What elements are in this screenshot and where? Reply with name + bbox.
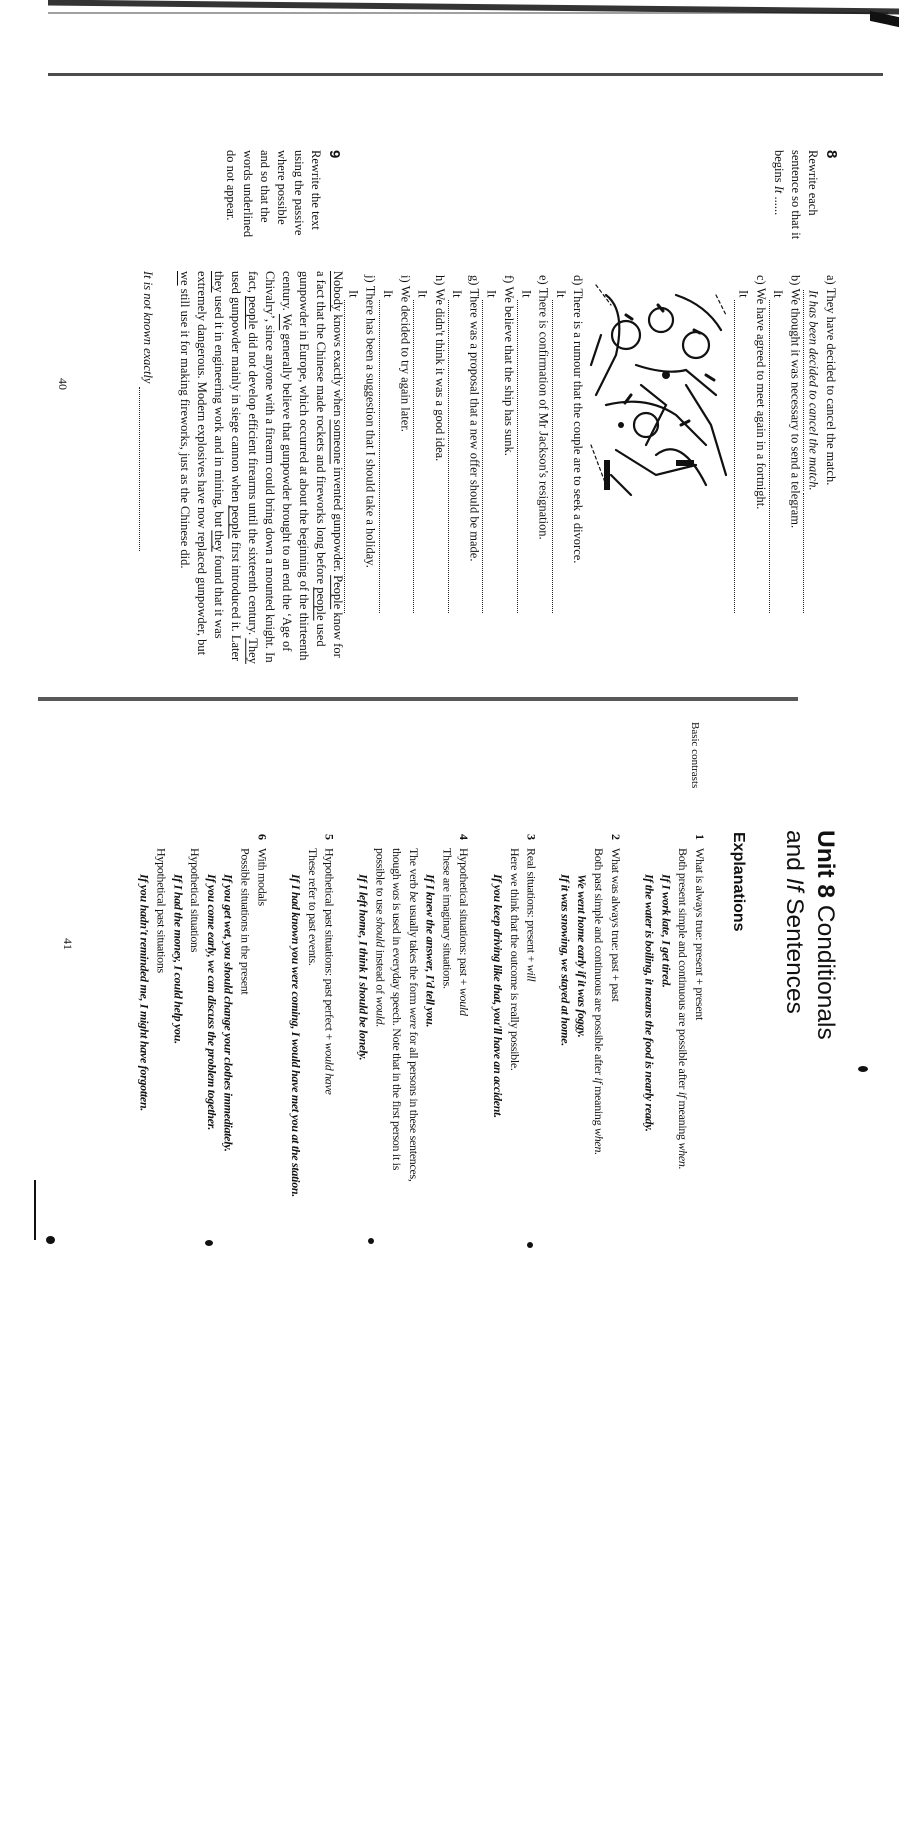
margin-note: Basic contrasts: [689, 722, 701, 789]
example-sentence: [220, 848, 237, 1197]
text-run: Nobody: [331, 271, 345, 312]
text-run: If you keep driving like that, you'll have an accident.: [491, 874, 506, 1118]
exercise-item-sentence: [569, 275, 586, 615]
text-run: What was always true: past + past: [608, 848, 623, 1002]
answer-line[interactable]: [139, 271, 156, 551]
answer-text: It: [484, 290, 499, 298]
explanation-heading: [253, 834, 270, 1197]
item-text: There is confirmation of Mr Jackson's resignation.: [536, 287, 551, 540]
text-run: We went home early if it was foggy.: [575, 874, 590, 1038]
answer-line[interactable]: [734, 275, 751, 615]
text-run: instead of: [373, 947, 388, 997]
answer-text: It: [771, 290, 786, 298]
text-run: With modals: [255, 848, 270, 906]
item-text: There has been a suggestion that I should take a holiday.: [363, 285, 378, 568]
cartoon-illustration: [586, 275, 734, 500]
text-run: If I left home, I think I should be lonely.: [356, 874, 371, 1061]
item-number: 3: [524, 834, 539, 840]
item-text: There was a proposal that a new offer should be made.: [467, 288, 482, 562]
answer-text: It: [346, 290, 361, 298]
text-run: It: [772, 185, 786, 194]
text-run: a fact that the Chinese made rockets and fireworks long before: [314, 271, 328, 588]
text-run: meaning: [676, 1097, 691, 1143]
text-run: extremely dangerous. Modern explosives have now replaced gunpowder, but: [195, 271, 209, 656]
text-run: fact,: [246, 271, 260, 296]
text-run: be: [406, 891, 421, 903]
explanation-heading: [691, 834, 708, 1197]
explanation-text: [388, 848, 405, 1197]
scan-blob: [46, 1236, 55, 1244]
exercise-item-sentence: [786, 275, 803, 615]
text-run: Hypothetical situations: past +: [457, 848, 472, 988]
explanation-text: [590, 848, 607, 1197]
instruction-line: words underlined: [241, 150, 255, 238]
item-text: They have decided to cancel the match.: [824, 287, 838, 486]
exercise-item-sentence: [534, 275, 551, 615]
text-run: If I work late, I get tired.: [659, 874, 674, 988]
page-number-left: 40: [56, 378, 70, 390]
text-run: Hypothetical past situations: past perfect +: [322, 848, 337, 1043]
explanation-text: [506, 848, 523, 1197]
example-sentence: [658, 848, 675, 1197]
explanation-text: [304, 848, 321, 1197]
instruction-line: [804, 150, 821, 239]
exercise-9-passage: [139, 271, 346, 691]
text-run: The verb: [406, 848, 421, 892]
item-number: 2: [608, 834, 623, 840]
answer-line[interactable]: [344, 275, 361, 615]
text-run: people: [314, 587, 328, 621]
text-run: know for: [331, 609, 345, 658]
explanation-heading: [523, 834, 540, 1197]
item-label: g): [467, 275, 482, 289]
text-run: century.: [280, 271, 294, 314]
text-run: were: [406, 1007, 421, 1029]
explanation-text: [405, 848, 422, 1197]
text-run: for all persons in these sentences,: [406, 1028, 421, 1182]
answer-text: It: [519, 290, 534, 298]
answer-dots: [413, 300, 430, 613]
text-run: If the water is boiling, it means the food is nearly ready.: [642, 874, 657, 1132]
example-sentence: [355, 848, 372, 1197]
explanation-text: [371, 848, 388, 1197]
item-label: b): [788, 275, 803, 289]
scan-line-upper: [48, 73, 883, 76]
text-run: used: [314, 620, 328, 647]
answer-dots: [482, 300, 499, 613]
instruction-line: Rewrite the text: [309, 150, 323, 230]
text-run: used gunpowder mainly in siege cannon when: [229, 271, 243, 506]
item-text: We thought it was necessary to send a telegram.: [788, 288, 803, 529]
text-run: If I knew the answer, I'd tell you.: [423, 874, 438, 1028]
answer-dots: [734, 300, 751, 613]
text-run: If I had known you were coming, I would have met you at the station.: [289, 874, 304, 1197]
text-run: we: [178, 271, 192, 286]
item-label: f): [502, 275, 517, 287]
text-run: people: [246, 295, 260, 330]
scan-blob: [858, 1066, 868, 1072]
answer-dots: [344, 300, 361, 613]
passage-line: [261, 271, 278, 691]
text-run: What is always true: present + present: [693, 848, 707, 1020]
instruction-line: [787, 150, 804, 239]
exercise-item-sentence: [431, 275, 448, 615]
answer-line[interactable]: [448, 275, 465, 615]
explanation-heading: [321, 834, 338, 1197]
text-run: would.: [373, 996, 388, 1028]
answer-line[interactable]: [552, 275, 569, 615]
text-run: Rewrite each: [806, 150, 820, 216]
answer-dots: [769, 300, 786, 613]
passage-line: [312, 271, 329, 691]
exercise-8-number: 8: [823, 150, 840, 159]
text-run: found that it was: [212, 551, 226, 639]
explanation-heading: [607, 834, 624, 1197]
passage-line: [193, 271, 210, 691]
answer-line[interactable]: [413, 275, 430, 615]
item-label: d): [571, 275, 586, 289]
text-run: These refer to past events.: [305, 848, 320, 966]
unit-title: [779, 830, 841, 1040]
passage-line: [278, 271, 295, 691]
item-text: We have agreed to meet again in a fortnight.: [753, 287, 768, 510]
item-label: e): [536, 275, 551, 288]
text-run: possible to use: [373, 848, 388, 917]
answer-line[interactable]: [769, 275, 786, 615]
example-sentence: [422, 848, 439, 1197]
exercise-item-sentence: [752, 275, 769, 615]
passage-line: [295, 271, 312, 691]
answer-line[interactable]: [482, 275, 499, 615]
text-run: knows exactly when: [331, 311, 345, 420]
exercise-item-sentence: [822, 275, 839, 615]
item-number: 4: [457, 834, 472, 840]
item-number: 5: [322, 834, 337, 840]
item-text: There is a rumour that the couple are to seek a divorce.: [571, 288, 586, 564]
text-run: did not develop efficient firearms until the sixteenth century.: [246, 329, 260, 639]
title-text: Sentences: [781, 891, 808, 1014]
text-run: they: [212, 530, 226, 552]
item-label: c): [753, 275, 768, 288]
text-run: used it in engineering work and in mining, but: [212, 292, 226, 531]
text-run: would have: [322, 1042, 337, 1095]
text-run: Possible situations in the present: [238, 848, 253, 995]
example-sentence: [641, 848, 658, 1197]
explanation-text: [439, 848, 456, 1197]
exercise-9-instructions: [222, 150, 344, 237]
text-run: when.: [592, 1128, 607, 1155]
text-run: Hypothetical situations: [188, 848, 203, 953]
answer-line[interactable]: [379, 275, 396, 615]
text-run: first introduced it. Later: [229, 538, 243, 662]
passage-line: [210, 271, 227, 691]
answer-dots: [803, 493, 821, 613]
explanation-heading: [455, 834, 472, 1197]
text-run: begins: [772, 150, 786, 186]
instruction-line: using the passive: [292, 150, 306, 236]
answer-dots: [552, 300, 569, 613]
text-run: if: [676, 1091, 691, 1098]
answer-text: It has been decided to cancel the match.: [803, 290, 821, 491]
item-number: 6: [255, 834, 270, 840]
item-label: a): [824, 275, 838, 288]
page-number-right: 41: [61, 938, 75, 950]
exercise-item-sentence: [361, 275, 378, 615]
text-run: Both past simple and continuous are possible after: [592, 848, 607, 1078]
text-run: Hypothetical past situations: [154, 848, 169, 973]
text-run: They: [246, 638, 260, 664]
example-sentence: [136, 848, 153, 1197]
answer-dots: [517, 300, 534, 613]
answer-dots: [139, 387, 156, 551]
text-run: if: [592, 1077, 607, 1084]
item-label: j): [363, 275, 378, 286]
instruction-line: do not appear.: [224, 150, 238, 221]
explanation-item: [489, 834, 539, 1197]
instruction-line: where possible: [275, 150, 289, 225]
scan-blob: [527, 1242, 533, 1248]
page-divider: [38, 697, 798, 701]
passage-line: [244, 271, 261, 691]
answer-text: It: [450, 290, 465, 298]
item-text: We believe that the ship has sunk.: [502, 286, 517, 456]
item-label: h): [432, 275, 447, 289]
explanation-text: [237, 848, 254, 1197]
unit-label: Unit 8: [812, 830, 839, 899]
text-run: is used in everyday speech. Note that in the first person it is: [390, 900, 405, 1171]
example-sentence: [557, 848, 574, 1197]
scan-blob: [205, 1240, 213, 1246]
title-line-2: [779, 830, 810, 1040]
text-run: would: [457, 987, 472, 1016]
exercise-item-sentence: [465, 275, 482, 615]
text-run: If you come early, we can discuss the problem together.: [204, 874, 219, 1131]
exercise-8-instructions: [770, 150, 841, 239]
answer-dots: [448, 300, 465, 613]
instruction-line: [770, 150, 787, 239]
passage-line: [227, 271, 244, 691]
answer-line[interactable]: [517, 275, 534, 615]
text-run: they: [212, 271, 226, 293]
title-text: and: [781, 830, 808, 878]
item-label: i): [398, 275, 413, 286]
text-run: These are imaginary situations.: [440, 848, 455, 989]
text-run: usually takes the form: [406, 902, 421, 1008]
answer-start: It is not known exactly: [141, 271, 155, 384]
scan-blob: [368, 1238, 374, 1244]
text-run: gunpowder in Europe, which occurred at about the beginning of the thirteenth: [297, 271, 311, 661]
title-text: If: [781, 877, 808, 892]
item-text: We decided to try again later.: [398, 285, 413, 432]
illustration: [586, 275, 734, 500]
title-line-1: [810, 830, 841, 1040]
explanations-heading: Explanations: [730, 832, 747, 932]
text-run: If I had the money, I could help you.: [171, 874, 186, 1044]
text-run: when.: [676, 1142, 691, 1170]
text-run: invented gunpowder.: [331, 464, 345, 576]
explanation-text: [674, 848, 691, 1197]
passage-line: [176, 271, 193, 691]
text-run: Real situations: present +: [524, 848, 539, 965]
text-run: ......: [772, 193, 786, 216]
answer-text: It: [415, 290, 430, 298]
text-run: someone: [331, 419, 345, 465]
text-run: will: [524, 964, 539, 982]
text-run: people: [229, 505, 243, 539]
text-run: Here we think that the outcome is really possible.: [507, 848, 522, 1071]
instruction-line: and so that the: [258, 150, 272, 223]
explanations-list: [119, 834, 708, 1197]
explanation-text: [186, 848, 203, 1197]
item-text: We didn't think it was a good idea.: [432, 288, 447, 462]
answer-dots: [379, 300, 396, 613]
item-number: 1: [693, 834, 707, 840]
exercise-9-number: 9: [326, 150, 343, 159]
exercise-item-sentence: [396, 275, 413, 615]
example-sentence: [573, 848, 590, 1197]
text-run: still use it for making fireworks, just as the Chinese did.: [178, 285, 192, 569]
explanation-text: [153, 848, 170, 1197]
exercise-item-sentence: [500, 275, 517, 615]
example-sentence: [489, 848, 506, 1197]
text-run: sentence so that it: [789, 150, 803, 240]
text-run: though: [390, 848, 405, 883]
scan-edge-top-2: [48, 12, 888, 14]
text-run: generally believe that gunpowder brought to an end the ‘Age of: [280, 330, 294, 652]
text-run: If it was snowing, we stayed at home.: [558, 874, 573, 1046]
exercise-8-items: [344, 275, 839, 615]
text-run: If you get wet, you should change your clothes immediately.: [221, 874, 236, 1152]
answer-text: It: [553, 290, 568, 298]
text-run: Both present simple and continuous are possible after: [676, 848, 691, 1092]
text-run: should: [373, 916, 388, 948]
text-run: People: [331, 575, 345, 610]
answer-line[interactable]: [803, 275, 821, 615]
title-text: Conditionals: [812, 904, 839, 1040]
scan-mark: [34, 1180, 36, 1240]
text-run: meaning: [592, 1083, 607, 1129]
explanation-item: [136, 834, 270, 1197]
example-sentence: [169, 848, 186, 1197]
explanation-item: [641, 834, 708, 1197]
example-sentence: [287, 848, 304, 1197]
passage-line: [329, 271, 346, 691]
explanation-item: [355, 834, 473, 1197]
text-run: We: [280, 313, 294, 331]
text-run: was: [390, 882, 405, 901]
text-run: Chivalry’, since anyone with a firearm could bring down a mounted knight. In: [263, 271, 277, 663]
example-sentence: [203, 848, 220, 1197]
explanation-item: [557, 834, 624, 1197]
answer-text: It: [736, 290, 751, 298]
text-run: If you hadn't reminded me, I might have forgotten.: [137, 874, 152, 1112]
explanation-item: [287, 834, 337, 1197]
answer-text: It: [380, 290, 395, 298]
